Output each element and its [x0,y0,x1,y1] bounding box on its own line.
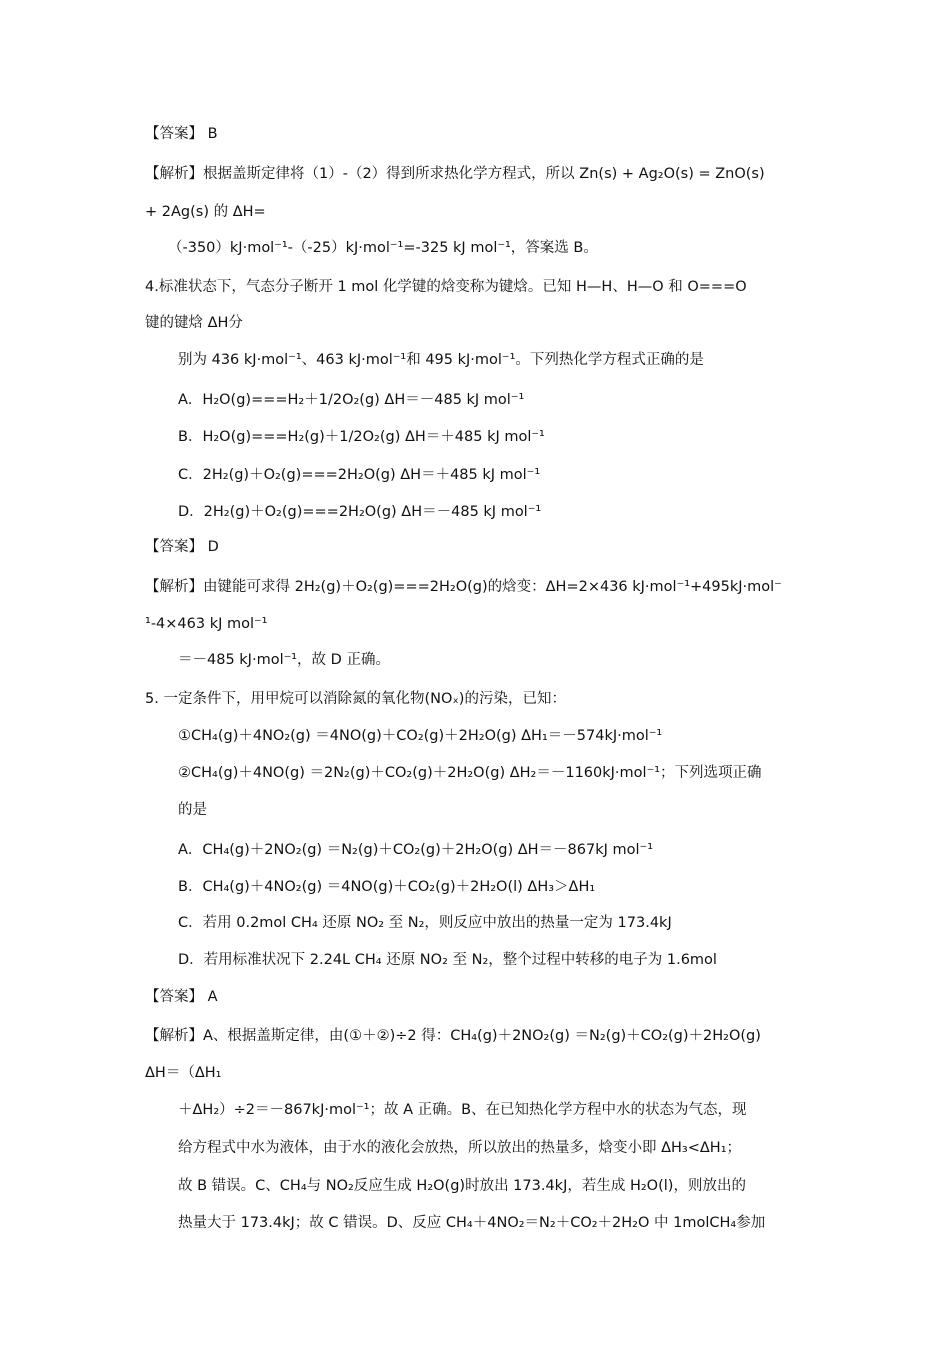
answer-label-4: 【答案】 D [145,539,219,555]
option-d: D．若用标准状况下 2.24L CH₄ 还原 NO₂ 至 N₂，整个过程中转移的电子为 1.6mol [178,952,717,968]
analysis-line: 【解析】A、根据盖斯定律，由(①＋②)÷2 得：CH₄(g)＋2NO₂(g) ＝N₂(g)＋CO₂(g)＋2H₂O(g) [145,1028,761,1044]
analysis-line: 热量大于 173.4kJ；故 C 错误。D、反应 CH₄＋4NO₂＝N₂＋CO₂＋2H₂O 中 1molCH₄参加 [178,1215,766,1231]
analysis-line: ＋ΔH₂）÷2＝－867kJ·mol⁻¹；故 A 正确。B、在已知热化学方程中水的状态为气态，现 [178,1102,747,1118]
analysis-line: 故 B 错误。C、CH₄与 NO₂反应生成 H₂O(g)时放出 173.4kJ，若生成 H₂O(l)，则放出的 [178,1178,746,1194]
option-b: B．CH₄(g)＋4NO₂(g) ＝4NO(g)＋CO₂(g)＋2H₂O(l) ΔH₃＞ΔH₁ [178,879,596,895]
option-d: D．2H₂(g)＋O₂(g)===2H₂O(g) ΔH＝－485 kJ mol⁻¹ [178,504,542,520]
question-4-stem: 别为 436 kJ·mol⁻¹、463 kJ·mol⁻¹和 495 kJ·mol⁻¹。下列热化学方程式正确的是 [178,352,704,368]
analysis-line: ¹-4×463 kJ mol⁻¹ [145,616,268,632]
option-a: A．H₂O(g)===H₂＋1/2O₂(g) ΔH＝－485 kJ mol⁻¹ [178,392,525,408]
question-4-stem: 键的键焓 ΔH分 [145,315,243,331]
question-4-stem: 4.标准状态下，气态分子断开 1 mol 化学键的焓变称为键焓。已知 H—H、H—O 和 O===O [145,279,747,295]
analysis-line: 【解析】由键能可求得 2H₂(g)＋O₂(g)===2H₂O(g)的焓变：ΔH=2×436 kJ·mol⁻¹+495kJ·mol⁻ [145,579,782,595]
equation-1: ①CH₄(g)＋4NO₂(g) ＝4NO(g)＋CO₂(g)＋2H₂O(g) ΔH₁＝－574kJ·mol⁻¹ [178,728,663,744]
option-c: C．2H₂(g)＋O₂(g)===2H₂O(g) ΔH＝＋485 kJ mol⁻¹ [178,467,541,483]
question-5-stem: 的是 [178,802,207,818]
analysis-line: ΔH＝（ΔH₁ [145,1065,222,1081]
analysis-line: 【解析】根据盖斯定律将（1）-（2）得到所求热化学方程式，所以 Zn(s) + Ag₂O(s) = ZnO(s) [145,166,765,182]
analysis-line: 给方程式中水为液体，由于水的液化会放热，所以放出的热量多，焓变小即 ΔH₃<ΔH₁； [178,1140,742,1156]
option-c: C．若用 0.2mol CH₄ 还原 NO₂ 至 N₂，则反应中放出的热量一定为 173.4kJ [178,915,672,931]
option-b: B．H₂O(g)===H₂(g)＋1/2O₂(g) ΔH＝＋485 kJ mol⁻¹ [178,429,545,445]
option-a: A．CH₄(g)＋2NO₂(g) ＝N₂(g)＋CO₂(g)＋2H₂O(g) ΔH＝－867kJ mol⁻¹ [178,842,654,858]
analysis-line: ＝－485 kJ·mol⁻¹，故 D 正确。 [178,652,390,668]
analysis-line: （-350）kJ·mol⁻¹-（-25）kJ·mol⁻¹=-325 kJ mol⁻¹，答案选 B。 [168,240,598,256]
answer-label-3: 【答案】 B [145,126,218,142]
equation-2: ②CH₄(g)＋4NO(g) ＝2N₂(g)＋CO₂(g)＋2H₂O(g) ΔH₂＝－1160kJ·mol⁻¹；下列选项正确 [178,765,762,781]
answer-label-5: 【答案】 A [145,989,218,1005]
question-5-stem: 5. 一定条件下，用甲烷可以消除氮的氧化物(NOₓ)的污染，已知： [145,691,566,707]
analysis-line: + 2Ag(s) 的 ΔH= [145,204,266,220]
